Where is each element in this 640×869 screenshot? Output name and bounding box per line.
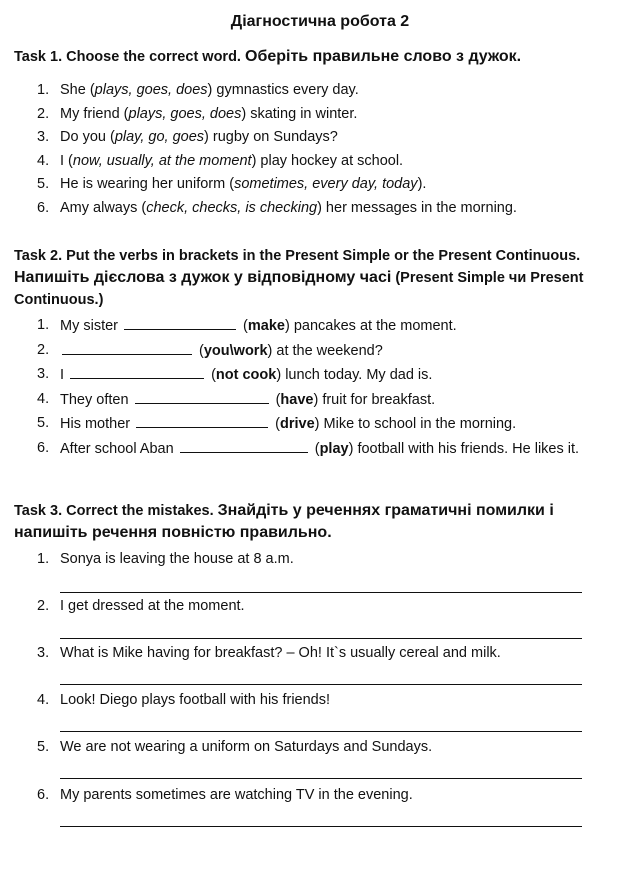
verb-hint: not cook — [215, 367, 277, 383]
page-title: Діагностична робота 2 — [230, 13, 410, 30]
answer-line[interactable] — [60, 778, 582, 779]
verb-hint: you\work — [203, 342, 268, 359]
task2-heading-tail: (Present Simple чи Present Continuous.) — [14, 270, 584, 308]
answer-options: play, go, goes — [114, 129, 205, 145]
answer-line[interactable] — [60, 826, 582, 827]
task1-item: 4. I (now, usually, at the moment) play hockey at school. — [37, 152, 404, 169]
verb-hint: drive — [280, 416, 315, 432]
task1-heading — [14, 46, 626, 68]
answer-line[interactable] — [60, 731, 582, 732]
task2-item: 4. They often (have) fruit for breakfast. — [14, 388, 626, 413]
task1-list — [14, 79, 626, 220]
answer-blank[interactable] — [62, 339, 192, 355]
task1-heading-ua: Оберіть правильне слово з дужок. — [245, 48, 522, 65]
task1-item: 6. Amy always (check, checks, is checking) her messages in the morning. — [37, 199, 517, 216]
answer-blank[interactable] — [135, 388, 269, 404]
task2-heading-en: Task 2. Put the verbs in brackets in the Present Simple or the Present Continuous. — [14, 248, 581, 264]
answer-options: plays, goes, does — [94, 82, 208, 98]
task2-heading — [14, 245, 626, 311]
verb-hint: make — [247, 318, 285, 334]
answer-line[interactable] — [60, 684, 582, 685]
answer-options: plays, goes, does — [128, 105, 242, 122]
answer-line[interactable] — [60, 638, 582, 639]
task3-heading-ua: Знайдіть у реченнях граматичні помилки і напишіть речення повністю правильно. — [14, 502, 554, 541]
task1-item: 5. He is wearing her uniform (sometimes, every day, today). — [37, 176, 427, 192]
task2-list — [14, 314, 626, 461]
task1-item: 1. She (plays, goes, does) gymnastics every day. — [37, 82, 359, 98]
task1-item: 3. Do you (play, go, goes) rugby on Sundays? — [37, 129, 338, 145]
answer-line[interactable] — [60, 592, 582, 593]
verb-hint: have — [280, 391, 314, 408]
task1-item: 2. My friend (plays, goes, does) skating in winter. — [37, 105, 358, 122]
answer-blank[interactable] — [70, 363, 204, 379]
answer-blank[interactable] — [180, 437, 308, 453]
task2-heading-ua: Напишіть дієслова з дужок у відповідному часі — [14, 269, 392, 286]
answer-options: check, checks, is checking — [146, 199, 318, 216]
answer-blank[interactable] — [124, 314, 236, 330]
task2-item: 3. I (not cook) lunch today. My dad is. — [14, 363, 626, 388]
worksheet-page: Діагностична робота 2 Task 1. Choose the correct word. Оберіть правильне слово з дужок. 1. She (plays, goes, does) gymnastics every day. 2. My friend (plays, goes, does) skating in winter. 3. Do you (play, go, goes) rugby on Sundays? 4. I (now, usually, at the moment) play hockey at school. 5. He is wearing her uniform (sometimes, every day, today). 6. Amy always (check, checks, is checking) her messages in the morning. Task 2. Put the verbs in brackets in the Present Simple or the Present Continuous. Напишіть дієслова з дужок у відповідному часі (Present Simple чи Present Continuous.) 1. My sister (make) pancakes at the moment. 2. (you\work) at the weekend? 3. I (not cook) lunch today. My dad is. 4. They often (have) fruit for breakfast. 5. His mother (drive) Mike to school in the morning. 6. After school Aban (play) football with his friends. He likes it. Task 3. Correct the mistakes. Знайдіть у реченнях граматичні помилки і напишіть речення повністю правильно. 1. Sonya is leaving the house at 8 a.m. 2. I get dressed at the moment. 3. What is Mike having for breakfast? – Oh! It`s usually cereal and milk. 4. Look! Diego plays football with his friends! 5. We are not wearing a uniform on Saturdays and Sundays. 6. My parents sometimes are watching TV in the evening. — [0, 0, 640, 869]
task2-item: 5. His mother (drive) Mike to school in the morning. — [14, 412, 626, 437]
answer-options: now, usually, at the moment — [72, 152, 252, 169]
task2-item: 6. After school Aban (play) football with his friends. He likes it. — [14, 437, 626, 462]
task3-heading-en: Task 3. Correct the mistakes. — [14, 503, 214, 519]
task2-item: 1. My sister (make) pancakes at the moment. — [14, 314, 626, 339]
verb-hint: play — [319, 440, 349, 457]
task2-item: 2. (you\work) at the weekend? — [14, 339, 626, 364]
answer-blank[interactable] — [136, 412, 268, 428]
answer-options: sometimes, every day, today — [234, 176, 418, 192]
task3-heading — [14, 500, 626, 544]
task1-heading-en: Task 1. Choose the correct word. — [14, 49, 241, 65]
